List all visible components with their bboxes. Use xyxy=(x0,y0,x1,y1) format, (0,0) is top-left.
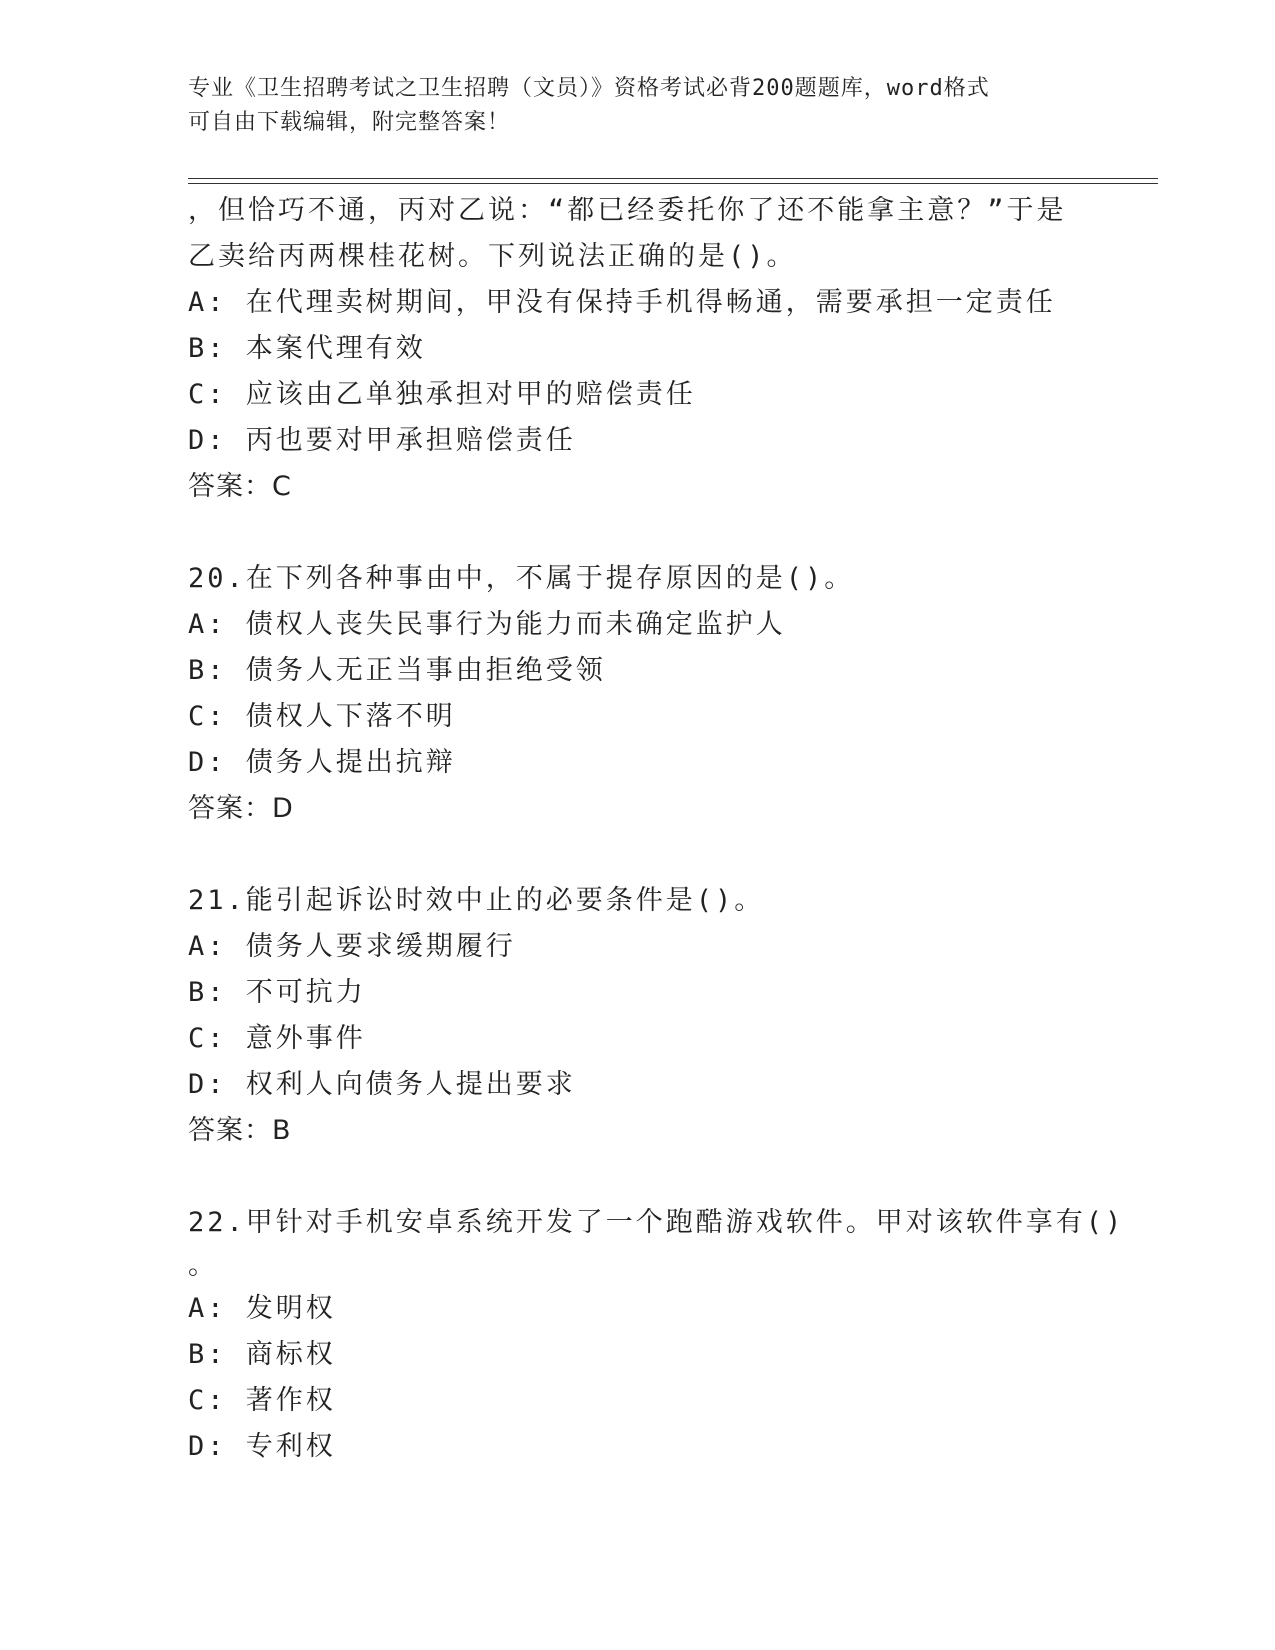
option-b: B: 本案代理有效 xyxy=(188,333,426,364)
question-stem: 20.在下列各种事由中，不属于提存原因的是()。 xyxy=(188,563,855,594)
option-b: B: 商标权 xyxy=(188,1339,336,1370)
option-b: B: 债务人无正当事由拒绝受领 xyxy=(188,655,606,686)
option-d: D: 丙也要对甲承担赔偿责任 xyxy=(188,425,576,456)
option-d: D: 债务人提出抗辩 xyxy=(188,747,456,778)
question-list xyxy=(188,188,1125,1470)
option-c: C: 意外事件 xyxy=(188,1023,366,1054)
header-divider-bottom xyxy=(188,183,1158,184)
header-line-2: 可自由下载编辑，附完整答案！ xyxy=(188,110,511,135)
question-20 xyxy=(188,556,1088,832)
question-stem-line: 乙卖给丙两棵桂花树。下列说法正确的是()。 xyxy=(188,241,797,272)
option-b: B: 不可抗力 xyxy=(188,977,366,1008)
header-line-1: 专业《卫生招聘考试之卫生招聘（文员）》资格考试必背200题题库，word格式 xyxy=(188,76,990,101)
option-d: D: 专利权 xyxy=(188,1431,336,1462)
option-c: C: 著作权 xyxy=(188,1385,336,1416)
option-a: A: 债务人要求缓期履行 xyxy=(188,931,516,962)
answer-line: 答案：D xyxy=(188,793,294,824)
option-a: A: 债权人丧失民事行为能力而未确定监护人 xyxy=(188,609,786,640)
option-a: A: 在代理卖树期间，甲没有保持手机得畅通，需要承担一定责任 xyxy=(188,287,1056,318)
header-divider-top xyxy=(188,178,1158,179)
question-22 xyxy=(188,1200,1125,1470)
answer-line: 答案：B xyxy=(188,1115,292,1146)
question-stem: 21.能引起诉讼时效中止的必要条件是()。 xyxy=(188,885,765,916)
question-21 xyxy=(188,878,1088,1154)
question-stem-tail: 。 xyxy=(188,1250,218,1281)
option-c: C: 债权人下落不明 xyxy=(188,701,456,732)
option-d: D: 权利人向债务人提出要求 xyxy=(188,1069,576,1100)
option-a: A: 发明权 xyxy=(188,1293,336,1324)
question-stem-line: ，但恰巧不通，丙对乙说：“都已经委托你了还不能拿主意？”于是 xyxy=(188,195,1067,226)
question-19-continued xyxy=(188,188,1088,510)
option-c: C: 应该由乙单独承担对甲的赔偿责任 xyxy=(188,379,696,410)
document-header xyxy=(188,72,1088,140)
question-stem: 22.甲针对手机安卓系统开发了一个跑酷游戏软件。甲对该软件享有() xyxy=(188,1207,1125,1238)
answer-line: 答案：C xyxy=(188,471,292,502)
